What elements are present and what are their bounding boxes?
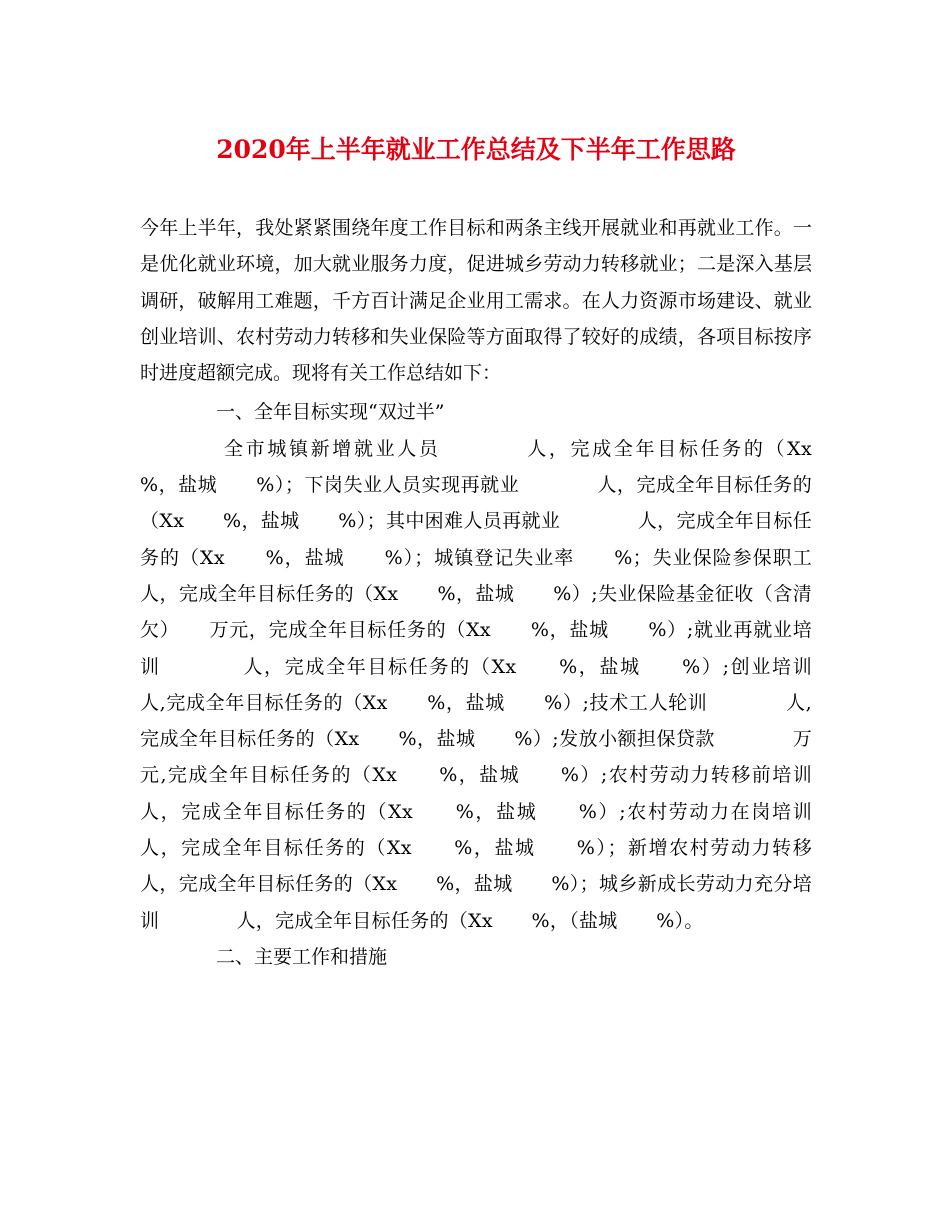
section-heading-1: 一、全年目标实现“双过半” bbox=[216, 401, 445, 424]
document-title: 2020年上半年就业工作总结及下半年工作思路 bbox=[216, 135, 736, 164]
section-1-body: 全市城镇新增就业人员 人，完成全年目标任务的（Xx %，盐城 %）；下岗失业人员实现再就业 人，完成全年目标任务的（Xx %，盐城 %）；其中困难人员再就业 人，完成全年目标任务的（Xx %，盐城 %）；城镇登记失业率 %；失业保险参保职工 人，完成全年目标任务的（Xx %，盐城 %）;失业保险基金征收（含清欠） 万元，完成全年目标任务的（Xx %，盐城 %）;就业再就业培训 人，完成全年目标任务的（Xx %，盐城 %）;创业培训 人,完成全年目标任务的（Xx %，盐城 %）;技术工人轮训 人,完成全年目标任务的（Xx %，盐城 %）;发放小额担保贷款 万元,完成全年目标任务的（Xx %，盐城 %）;农村劳动力转移前培训 人，完成全年目标任务的（Xx %，盐城 %）;农村劳动力在岗培训 人，完成全年目标任务的（Xx %，盐城 %）；新增农村劳动力转移 人，完成全年目标任务的（Xx %，盐城 %）；城乡新成长劳动力充分培训 人，完成全年目标任务的（Xx %，（盐城 %）。 bbox=[140, 437, 890, 932]
intro-paragraph: 今年上半年，我处紧紧围绕年度工作目标和两条主线开展就业和再就业工作。一是优化就业环境，加大就业服务力度，促进城乡劳动力转移就业；二是深入基层调研，破解用工难题，千方百计满足企业用工需求。在人力资源市场建设、就业创业培训、农村劳动力转移和失业保险等方面取得了较好的成绩，各项目标按序时进度超额完成。现将有关工作总结如下： bbox=[140, 217, 812, 385]
section-heading-2: 二、主要工作和措施 bbox=[216, 945, 388, 968]
